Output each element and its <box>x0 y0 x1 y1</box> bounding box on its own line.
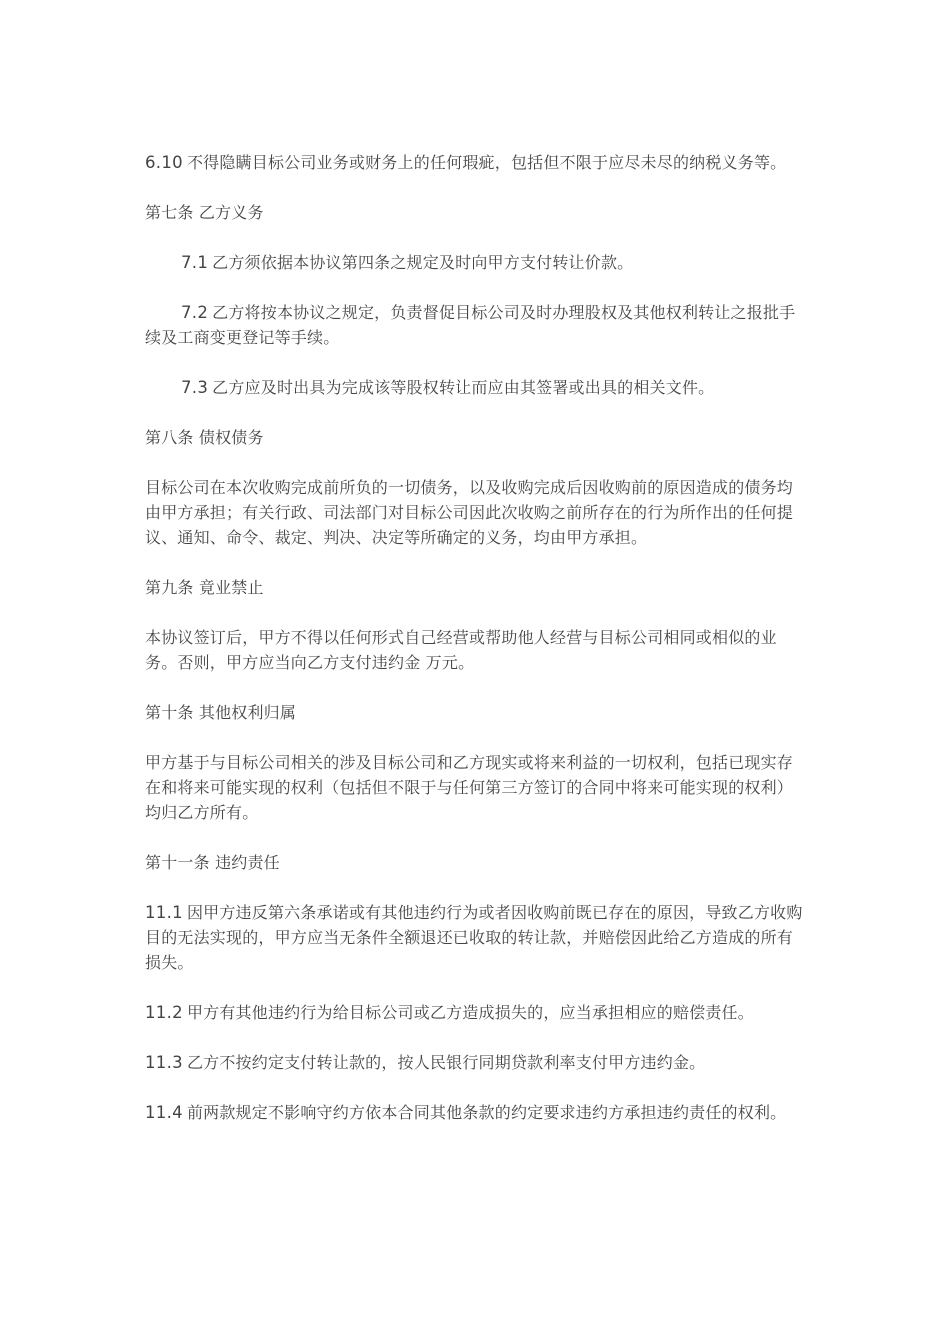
article-10-heading <box>145 700 807 725</box>
heading-text: 第八条 债权债务 <box>145 428 264 447</box>
clause-number: 11.2 <box>145 1003 183 1022</box>
clause-text: 甲方有其他违约行为给目标公司或乙方造成损失的，应当承担相应的赔偿责任。 <box>186 1003 754 1022</box>
article-8-body <box>145 475 807 550</box>
clause-11-4 <box>145 1100 807 1125</box>
heading-text: 第十一条 违约责任 <box>145 853 280 872</box>
clause-text: 乙方须依据本协议第四条之规定及时向甲方支付转让价款。 <box>212 253 634 272</box>
clause-text: 乙方将按本协议之规定，负责督促目标公司及时办理股权及其他权利转让之报批手续及工商变更登记等手续。 <box>145 303 796 347</box>
body-text: 目标公司在本次收购完成前所负的一切债务，以及收购完成后因收购前的原因造成的债务均由甲方承担；有关行政、司法部门对目标公司因此次收购之前所存在的行为所作出的任何提议、通知、命令、裁定、判决、决定等所确定的义务，均由甲方承担。 <box>145 478 794 547</box>
clause-number: 7.3 <box>181 378 209 397</box>
clause-number: 7.1 <box>181 253 209 272</box>
article-10-body <box>145 750 807 825</box>
clause-text: 因甲方违反第六条承诺或有其他违约行为或者因收购前既已存在的原因，导致乙方收购目的无法实现的，甲方应当无条件全额退还已收取的转让款，并赔偿因此给乙方造成的所有损失。 <box>145 903 803 972</box>
clause-11-2 <box>145 1000 807 1025</box>
body-text: 本协议签订后，甲方不得以任何形式自己经营或帮助他人经营与目标公司相同或相似的业务。否则，甲方应当向乙方支付违约金 万元。 <box>145 628 777 672</box>
article-7-heading <box>145 200 807 225</box>
clause-number: 11.1 <box>145 903 183 922</box>
clause-number: 11.4 <box>145 1103 183 1122</box>
clause-11-3 <box>145 1050 807 1075</box>
article-8-heading <box>145 425 807 450</box>
document-body <box>145 150 807 1150</box>
clause-number: 6.10 <box>145 153 183 172</box>
clause-text: 前两款规定不影响守约方依本合同其他条款的约定要求违约方承担违约责任的权利。 <box>186 1103 787 1122</box>
clause-6-10 <box>145 150 807 175</box>
article-11-heading <box>145 850 807 875</box>
clause-number: 11.3 <box>145 1053 183 1072</box>
article-9-heading <box>145 575 807 600</box>
clause-text: 不得隐瞒目标公司业务或财务上的任何瑕疵，包括但不限于应尽未尽的纳税义务等。 <box>186 153 787 172</box>
clause-7-2 <box>145 300 807 350</box>
clause-text: 乙方不按约定支付转让款的，按人民银行同期贷款利率支付甲方违约金。 <box>186 1053 706 1072</box>
clause-text: 乙方应及时出具为完成该等股权转让而应由其签署或出具的相关文件。 <box>212 378 715 397</box>
clause-7-3 <box>145 375 807 400</box>
body-text: 甲方基于与目标公司相关的涉及目标公司和乙方现实或将来利益的一切权利，包括已现实存在和将来可能实现的权利（包括但不限于与任何第三方签订的合同中将来可能实现的权利）均归乙方所有。 <box>145 753 794 822</box>
heading-text: 第九条 竟业禁止 <box>145 578 264 597</box>
clause-number: 7.2 <box>181 303 209 322</box>
clause-7-1 <box>145 250 807 275</box>
heading-text: 第十条 其他权利归属 <box>145 703 297 722</box>
clause-11-1 <box>145 900 807 975</box>
heading-text: 第七条 乙方义务 <box>145 203 264 222</box>
article-9-body <box>145 625 807 675</box>
